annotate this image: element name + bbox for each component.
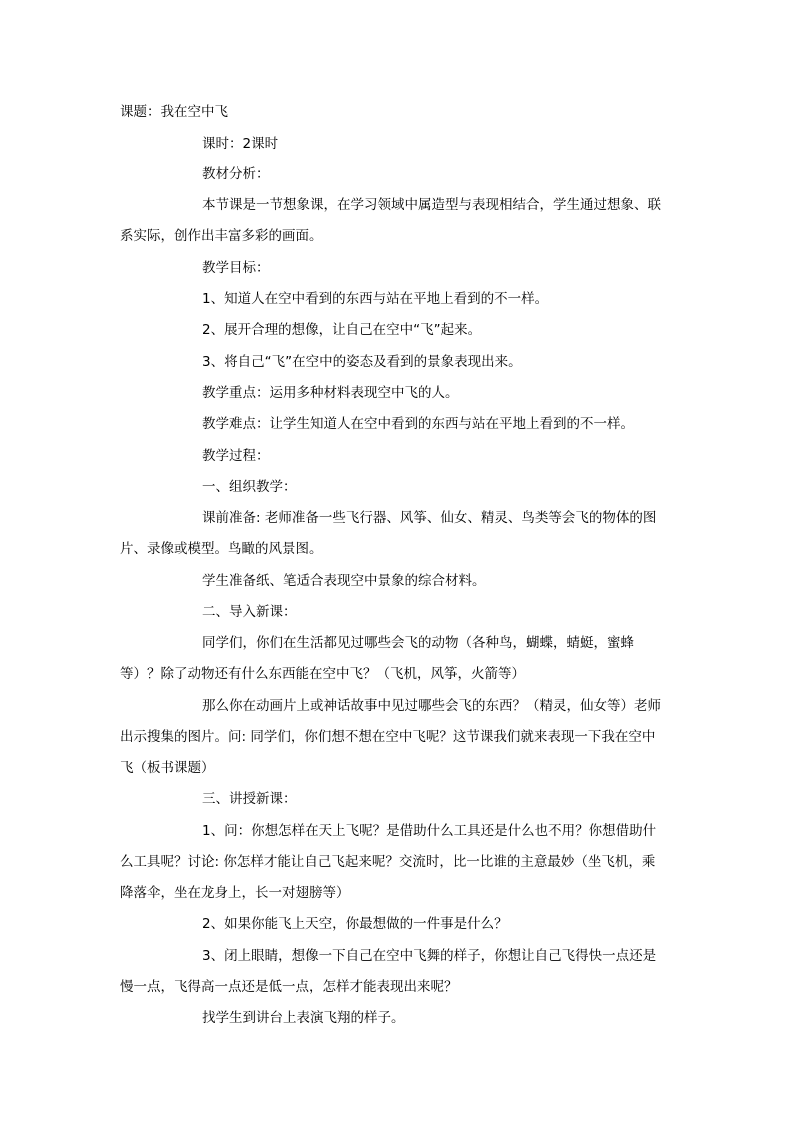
text-line: 课时：2课时 <box>202 136 279 152</box>
text-line: 片、录像或模型。鸟瞰的风景图。 <box>120 541 323 557</box>
document-title: 课题：我在空中飞 <box>120 104 228 120</box>
text-line: 教学重点：运用多种材料表现空中飞的人。 <box>202 385 459 401</box>
list-item: 1、问：你想怎样在天上飞呢？是借助什么工具还是什么也不用？你想借助什 <box>202 823 657 839</box>
text-line: 等）？除了动物还有什么东西能在空中飞？（飞机，风筝，火箭等） <box>120 666 525 682</box>
section-heading: 教材分析： <box>202 166 270 182</box>
list-item: 2、展开合理的想像，让自己在空中“飞”起来。 <box>202 322 482 338</box>
list-item: 2、如果你能飞上天空，你最想做的一件事是什么？ <box>202 916 508 932</box>
section-heading: 一、组织教学： <box>202 479 297 495</box>
text-line: 飞（板书课题） <box>120 760 215 776</box>
text-line: 降落伞，坐在龙身上，长一对翅膀等） <box>120 885 350 901</box>
text-line: 那么你在动画片上或神话故事中见过哪些会飞的东西？（精灵，仙女等）老师 <box>202 698 661 714</box>
text-line: 课前准备: 老师准备一些飞行器、风筝、仙女、精灵、鸟类等会飞的物体的图 <box>202 510 657 526</box>
section-heading: 三、讲授新课： <box>202 791 297 807</box>
text-line: 出示搜集的图片。问: 同学们，你们想不想在空中飞呢？这节课我们就来表现一下我在空中 <box>120 729 656 745</box>
text-line: 本节课是一节想象课，在学习领域中属造型与表现相结合，学生通过想象、联 <box>202 197 661 213</box>
text-line: 系实际，创作出丰富多彩的画面。 <box>120 228 323 244</box>
text-line: 么工具呢？讨论: 你怎样才能让自己飞起来呢？交流时，比一比谁的主意最妙（坐飞机，乘 <box>120 854 656 870</box>
text-line: 同学们，你们在生活都见过哪些会飞的动物（各种鸟，蝴蝶，蜻蜓，蜜蜂 <box>202 635 634 651</box>
section-heading: 教学目标： <box>202 260 270 276</box>
list-item: 3、闭上眼睛，想像一下自己在空中飞舞的样子，你想让自己飞得快一点还是 <box>202 948 657 964</box>
list-item: 1、知道人在空中看到的东西与站在平地上看到的不一样。 <box>202 291 549 307</box>
text-line: 慢一点，飞得高一点还是低一点，怎样才能表现出来呢？ <box>120 979 458 995</box>
section-heading: 教学过程： <box>202 448 270 464</box>
list-item: 3、将自己“飞”在空中的姿态及看到的景象表现出来。 <box>202 354 522 370</box>
text-line: 找学生到讲台上表演飞翔的样子。 <box>202 1010 405 1026</box>
text-line: 学生准备纸、笔适合表现空中景象的综合材料。 <box>202 573 486 589</box>
text-line: 教学难点：让学生知道人在空中看到的东西与站在平地上看到的不一样。 <box>202 416 634 432</box>
section-heading: 二、导入新课： <box>202 604 297 620</box>
